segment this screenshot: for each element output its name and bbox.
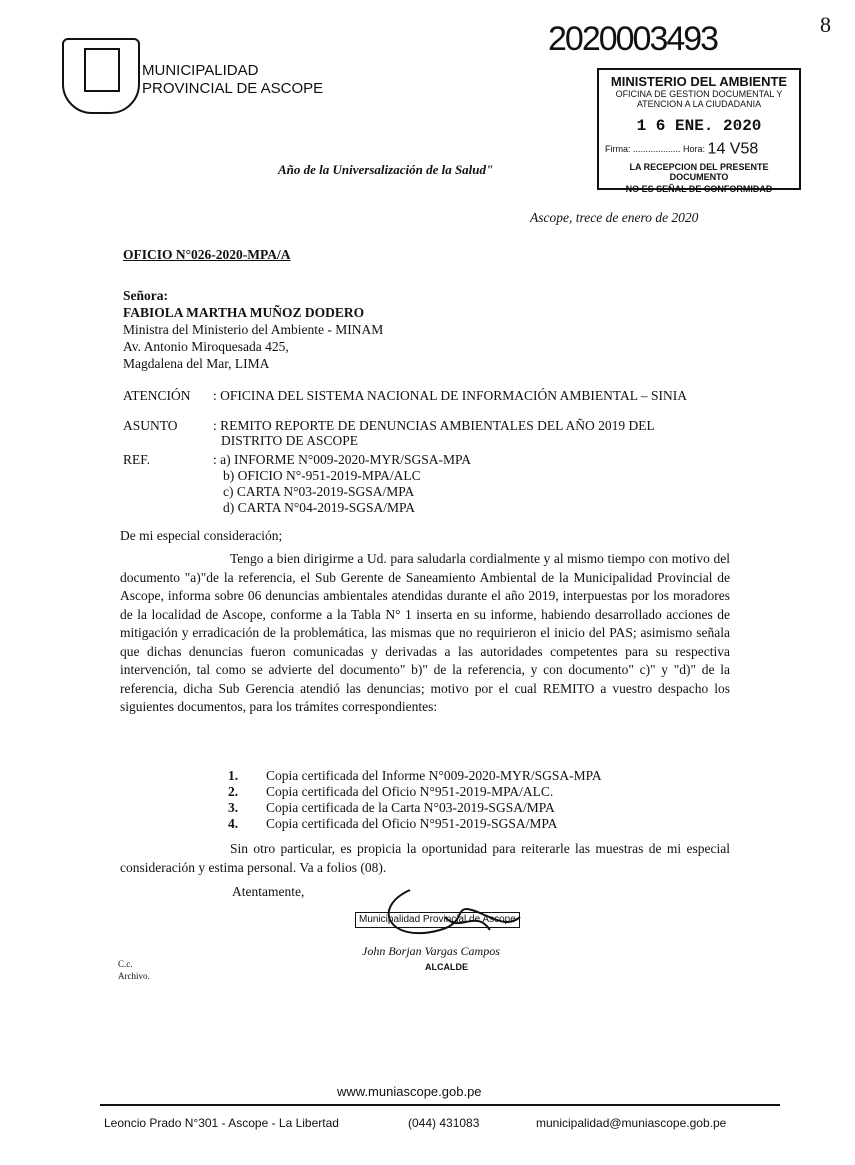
signature-seal: Municipalidad Provincial de Ascope	[355, 912, 520, 928]
footer-address: Leoncio Prado N°301 - Ascope - La Libertad	[104, 1116, 339, 1130]
stamp-office-2: ATENCION A LA CIUDADANIA	[636, 99, 762, 109]
asunto-value-1: : REMITO REPORTE DE DENUNCIAS AMBIENTALES DEL AÑO 2019 DEL	[213, 418, 655, 433]
atencion-value: : OFICINA DEL SISTEMA NACIONAL DE INFORMACIÓN AMBIENTAL – SINIA	[213, 388, 688, 403]
ref-label: REF.	[123, 452, 151, 467]
footer-email: municipalidad@muniascope.gob.pe	[536, 1116, 727, 1130]
letter-date: Ascope, trece de enero de 2020	[530, 210, 699, 225]
handwritten-page-number: 8	[820, 12, 831, 37]
greeting: De mi especial consideración;	[120, 528, 283, 543]
stamp-office-1: OFICINA DE GESTION DOCUMENTAL Y	[615, 89, 783, 99]
list-number: 2.	[228, 784, 239, 799]
cc-archive: Archivo.	[118, 971, 150, 981]
enclosed-documents-list	[228, 768, 602, 832]
atencion-label: ATENCIÓN	[123, 388, 191, 403]
stamp-note-2: NO ES SEÑAL DE CONFORMIDAD	[625, 183, 773, 194]
recipient-name: FABIOLA MARTHA MUÑOZ DODERO	[123, 305, 365, 320]
stamp-date: 1 6 ENE. 2020	[636, 117, 762, 135]
footer-divider	[100, 1104, 780, 1106]
reference-item: d) CARTA N°04-2019-SGSA/MPA	[223, 500, 416, 515]
handwritten-registry-number: 2020003493	[548, 20, 718, 58]
list-item	[228, 768, 602, 784]
list-text: Copia certificada del Oficio N°951-2019-MPA/ALC.	[266, 784, 554, 799]
cc-label: C.c.	[118, 959, 133, 969]
list-item	[228, 784, 602, 800]
list-item	[228, 816, 602, 832]
reference-item: c) CARTA N°03-2019-SGSA/MPA	[223, 484, 415, 499]
year-motto: Año de la Universalización de la Salud"	[278, 162, 494, 177]
salutation: Señora:	[123, 288, 168, 303]
asunto-value-2: DISTRITO DE ASCOPE	[221, 433, 359, 448]
stamp-hora-value: 14 V58	[707, 140, 759, 158]
recipient-city: Magdalena del Mar, LIMA	[123, 356, 270, 371]
reception-stamp: MINISTERIO DEL AMBIENTE OFICINA DE GESTION DOCUMENTAL Y ATENCION A LA CIUDADANIA 1 6 ENE. 2020 Firma: ................... Hora: 14 V58 LA RECEPCION DEL PRESENTE DOCUMENTO NO ES SEÑAL DE CONFORMIDAD	[597, 68, 801, 190]
reference-item: : a) INFORME N°009-2020-MYR/SGSA-MPA	[213, 452, 472, 467]
footer-phone: (044) 431083	[408, 1116, 480, 1130]
list-number: 1.	[228, 768, 239, 783]
municipal-coat-of-arms-logo	[62, 38, 140, 114]
signer-name: John Borjan Vargas Campos	[362, 944, 500, 958]
references-list	[213, 452, 471, 516]
atencion-row	[123, 388, 723, 404]
municipality-name	[142, 62, 323, 98]
stamp-note-1: LA RECEPCION DEL PRESENTE DOCUMENTO	[629, 161, 769, 182]
asunto-label: ASUNTO	[123, 418, 178, 433]
municipality-line-2: PROVINCIAL DE ASCOPE	[142, 80, 324, 97]
copy-to	[118, 958, 150, 982]
stamp-title: MINISTERIO DEL AMBIENTE	[610, 74, 788, 89]
list-text: Copia certificada del Informe N°009-2020-MYR/SGSA-MPA	[266, 768, 602, 783]
footer-website: www.muniascope.gob.pe	[337, 1084, 482, 1099]
recipient-block	[123, 287, 383, 372]
paragraph-text: Tengo a bien dirigirme a Ud. para saludarla cordialmente y al mismo tiempo con motivo del documento "a)"de la referencia, el Sub Gerente de Saneamiento Ambiental de la Municipalidad Provincial de Ascope, informa sobre 06 denuncias ambientales atendidas durante el año 2019, interpuestas por los moradores de la localidad de Ascope, conforme a la Tabla N° 1 inserta en su informe, habiendo desarrollado acciones de mitigación y erradicación de la problemática, las mismas que no requirieron el inicio del PAS; asimismo señala que dichas denuncias fueron comunicadas y derivadas a las autoridades competentes para su respectiva intervención, tal como se advierte del documento" b)" de la referencia, y con documento" c)" y "d)" de la referencia, dicha Sub Gerencia atendió las denuncias; motivo por el cual REMITO a vuestro despacho los siguientes documentos, para los trámites correspondientes:	[120, 551, 730, 714]
asunto-row	[123, 418, 723, 448]
body-paragraph	[120, 550, 730, 717]
municipality-line-1: MUNICIPALIDAD	[142, 62, 259, 79]
closing-paragraph: Sin otro particular, es propicia la oportunidad para reiterarle las muestras de mi especial consideración y estima personal. Va a folios (08).	[120, 841, 730, 875]
reference-item: b) OFICIO N°-951-2019-MPA/ALC	[223, 468, 421, 483]
stamp-hora-label: Hora:	[683, 144, 706, 154]
recipient-address: Av. Antonio Miroquesada 425,	[123, 339, 289, 354]
list-text: Copia certificada del Oficio N°951-2019-SGSA/MPA	[266, 816, 558, 831]
list-number: 4.	[228, 816, 239, 831]
list-text: Copia certificada de la Carta N°03-2019-SGSA/MPA	[266, 800, 555, 815]
signer-role: ALCALDE	[425, 962, 468, 972]
farewell: Atentamente,	[232, 884, 305, 899]
recipient-title: Ministra del Ministerio del Ambiente - MINAM	[123, 322, 384, 337]
stamp-firma-label: Firma:	[605, 144, 631, 154]
list-number: 3.	[228, 800, 239, 815]
oficio-number: OFICIO N°026-2020-MPA/A	[123, 247, 291, 262]
list-item	[228, 800, 602, 816]
